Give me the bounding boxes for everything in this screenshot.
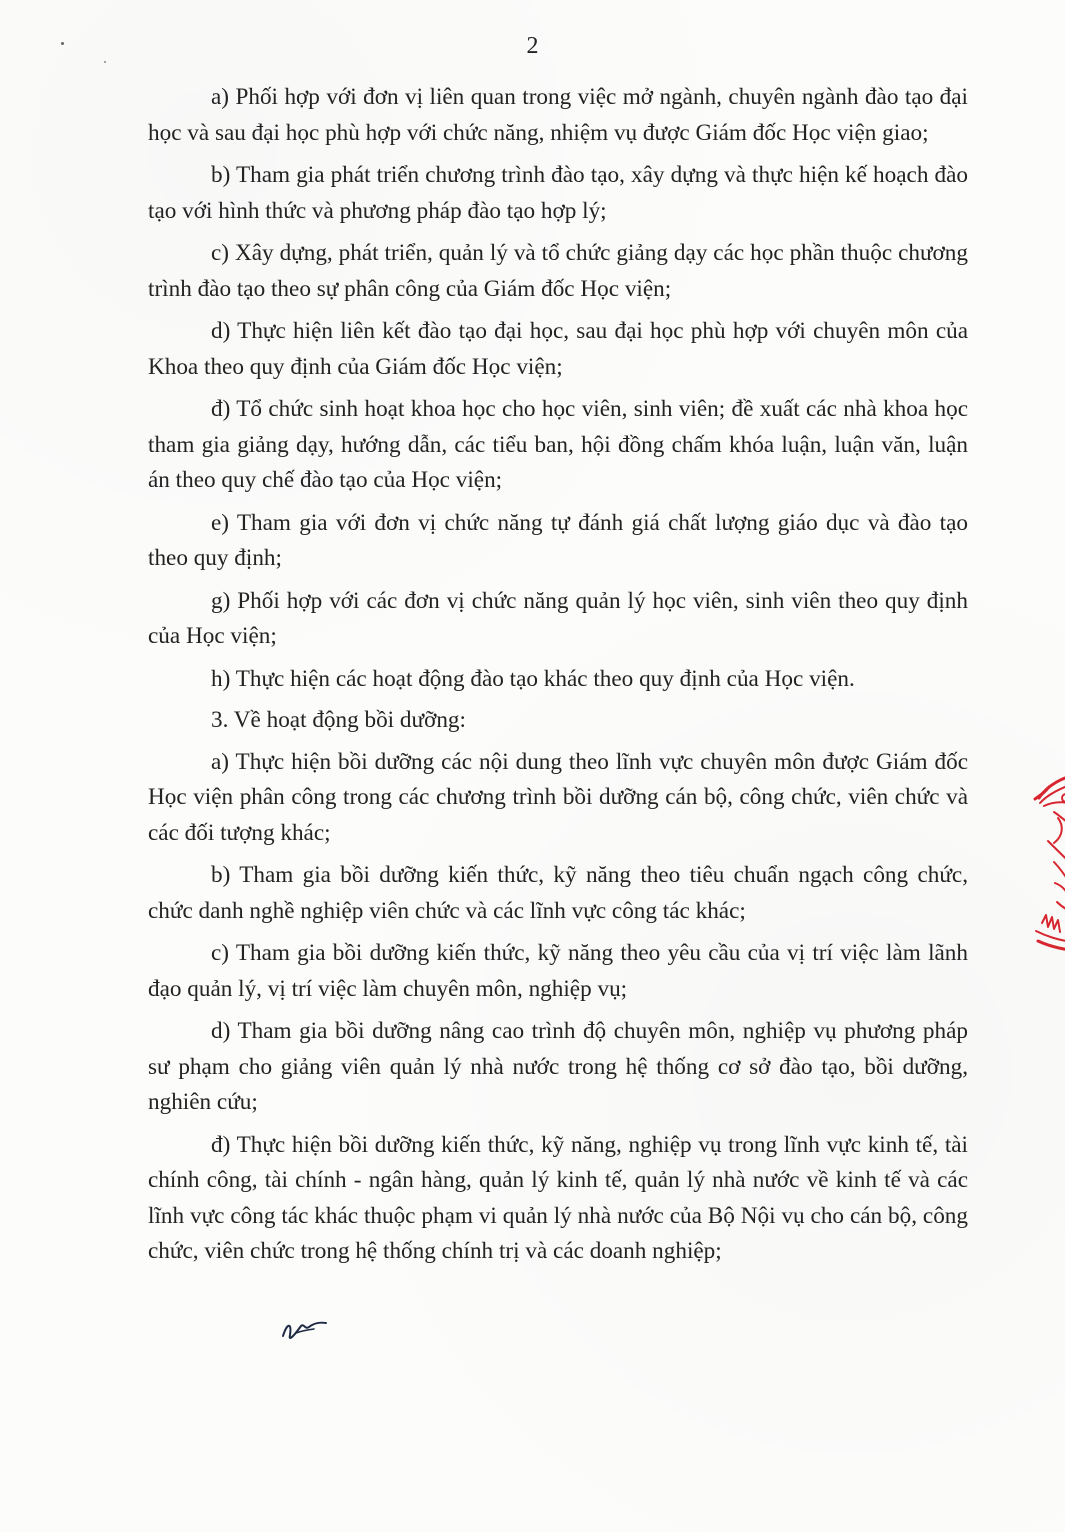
section-heading-3: 3. Về hoạt động bồi dưỡng: [211, 707, 466, 733]
scan-speck [104, 61, 106, 63]
training-paragraph-d: d) Tham gia bồi dưỡng nâng cao trình độ chuyên môn, nghiệp vụ phương pháp sư phạm cho giảng viên quản lý nhà nước trong hệ thống cơ sở đào tạo, bồi dưỡng, nghiên cứu; [148, 1018, 968, 1115]
red-seal-icon [1030, 770, 1065, 970]
paragraph-c: c) Xây dựng, phát triển, quản lý và tổ chức giảng dạy các học phần thuộc chương trình đào tạo theo sự phân công của Giám đốc Học viện; [148, 240, 968, 302]
paragraph-h: h) Thực hiện các hoạt động đào tạo khác theo quy định của Học viện. [211, 665, 855, 692]
paragraph-b: b) Tham gia phát triển chương trình đào tạo, xây dựng và thực hiện kế hoạch đào tạo với hình thức và phương pháp đào tạo hợp lý; [148, 162, 968, 224]
paragraph-g: g) Phối hợp với các đơn vị chức năng quản lý học viên, sinh viên theo quy định của Học viện; [148, 587, 968, 649]
paragraph-a: a) Phối hợp với đơn vị liên quan trong việc mở ngành, chuyên ngành đào tạo đại học và sau đại học phù hợp với chức năng, nhiệm vụ được Giám đốc Học viện giao; [148, 84, 968, 146]
training-paragraph-b: b) Tham gia bồi dưỡng kiến thức, kỹ năng theo tiêu chuẩn ngạch công chức, chức danh nghề nghiệp viên chức và các lĩnh vực công tác khác; [148, 862, 968, 924]
training-paragraph-c: c) Tham gia bồi dưỡng kiến thức, kỹ năng theo yêu cầu của vị trí việc làm lãnh đạo quản lý, vị trí việc làm chuyên môn, nghiệp vụ; [148, 940, 968, 1002]
training-paragraph-dd: đ) Thực hiện bồi dưỡng kiến thức, kỹ năng, nghiệp vụ trong lĩnh vực kinh tế, tài chính công, tài chính - ngân hàng, quản lý kinh tế, quản lý nhà nước về kinh tế và các lĩnh vực công tác khác thuộc phạm vi quản lý nhà nước của Bộ Nội vụ cho cán bộ, công chức, viên chức trong hệ thống chính trị và các doanh nghiệp; [148, 1131, 968, 1264]
paragraph-e: e) Tham gia với đơn vị chức năng tự đánh giá chất lượng giáo dục và đào tạo theo quy định; [148, 509, 968, 571]
signature-icon [280, 1315, 328, 1345]
paragraph-dd: đ) Tổ chức sinh hoạt khoa học cho học viên, sinh viên; đề xuất các nhà khoa học tham gia giảng dạy, hướng dẫn, các tiểu ban, hội đồng chấm khóa luận, luận văn, luận án theo quy chế đào tạo của Học viện; [148, 396, 968, 493]
document-body [148, 80, 968, 1270]
page-number: 2 [526, 33, 539, 59]
paragraph-d: d) Thực hiện liên kết đào tạo đại học, sau đại học phù hợp với chuyên môn của Khoa theo quy định của Giám đốc Học viện; [148, 318, 968, 380]
training-paragraph-a: a) Thực hiện bồi dưỡng các nội dung theo lĩnh vực chuyên môn được Giám đốc Học viện phân công trong các chương trình bồi dưỡng cán bộ, công chức, viên chức và các đối tượng khác; [148, 748, 968, 846]
